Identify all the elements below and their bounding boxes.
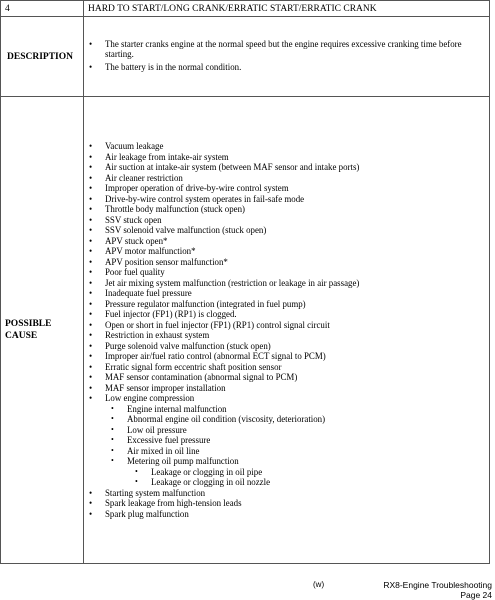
cause-item: • Air leakage from intake-air system [89, 152, 489, 163]
compression-item-metering [111, 456, 489, 488]
cause-item: • Jet air mixing system malfunction (restriction or leakage in air passage) [89, 278, 489, 289]
metering-sublist [127, 467, 489, 488]
metering-item: • Leakage or clogging in oil nozzle [135, 477, 489, 488]
cause-item: • Open or short in fuel injector (FP1) (RP1) control signal circuit [89, 320, 489, 331]
cause-item: • Improper operation of drive-by-wire control system [89, 183, 489, 194]
cause-item: • Spark leakage from high-tension leads [89, 498, 489, 509]
cause-item: • Air cleaner restriction [89, 173, 489, 184]
cause-item: • Pressure regulator malfunction (integrated in fuel pump) [89, 299, 489, 310]
cause-label-line2: CAUSE [5, 331, 38, 341]
cause-item: • Starting system malfunction [89, 488, 489, 499]
description-cell [84, 17, 490, 97]
metering-item: • Leakage or clogging in oil pipe [135, 467, 489, 478]
footer-title: RX8-Engine Troubleshooting [383, 580, 492, 590]
cause-item: • APV stuck open* [89, 236, 489, 247]
cause-item: • Inadequate fuel pressure [89, 288, 489, 299]
description-item: • The starter cranks engine at the normal speed but the engine requires excessive cranking time before starting. [89, 39, 489, 60]
item-number: 4 [1, 1, 84, 17]
cause-item: • Improper air/fuel ratio control (abnormal ECT signal to PCM) [89, 351, 489, 362]
cause-row [1, 97, 490, 564]
cause-item: • Poor fuel quality [89, 267, 489, 278]
cause-item: • APV motor malfunction* [89, 246, 489, 257]
cause-item: • APV position sensor malfunction* [89, 257, 489, 268]
compression-item: • Low oil pressure [111, 425, 489, 436]
description-row [1, 17, 490, 97]
footer [383, 580, 492, 600]
compression-item: • Abnormal engine oil condition (viscosity, deterioration) [111, 414, 489, 425]
cause-list [84, 141, 489, 519]
cause-item: • Spark plug malfunction [89, 509, 489, 520]
page-number: Page 24 [460, 590, 492, 600]
cause-item: • MAF sensor contamination (abnormal signal to PCM) [89, 372, 489, 383]
cause-cell [84, 97, 490, 564]
compression-item: • Excessive fuel pressure [111, 435, 489, 446]
cause-item: • Purge solenoid valve malfunction (stuck open) [89, 341, 489, 352]
description-list [84, 39, 489, 72]
cause-item: • Throttle body malfunction (stuck open) [89, 204, 489, 215]
compression-sublist [105, 404, 489, 488]
cause-item: • Restriction in exhaust system [89, 330, 489, 341]
cause-item: • SSV stuck open [89, 215, 489, 226]
cause-item: • Vacuum leakage [89, 141, 489, 152]
description-label: DESCRIPTION [1, 17, 84, 97]
cause-item: • Erratic signal form eccentric shaft position sensor [89, 362, 489, 373]
metering-label: Metering oil pump malfunction [127, 456, 239, 466]
cause-item: • Drive-by-wire control system operates in fail-safe mode [89, 194, 489, 205]
cause-item: • Fuel injector (FP1) (RP1) is clogged. [89, 309, 489, 320]
compression-item: • Air mixed in oil line [111, 446, 489, 457]
cause-label [1, 97, 84, 564]
cause-label-line1: POSSIBLE [5, 319, 52, 329]
footer-mark: (w) [313, 580, 325, 589]
header-row [1, 1, 490, 17]
cause-item-compression [89, 393, 489, 488]
symptom-title: HARD TO START/LONG CRANK/ERRATIC START/ERRATIC CRANK [84, 1, 490, 17]
cause-item: • MAF sensor improper installation [89, 383, 489, 394]
compression-label: Low engine compression [105, 393, 195, 403]
cause-item: • Air suction at intake-air system (between MAF sensor and intake ports) [89, 162, 489, 173]
description-item: • The battery is in the normal condition. [89, 62, 489, 72]
compression-item: • Engine internal malfunction [111, 404, 489, 415]
cause-item: • SSV solenoid valve malfunction (stuck open) [89, 225, 489, 236]
